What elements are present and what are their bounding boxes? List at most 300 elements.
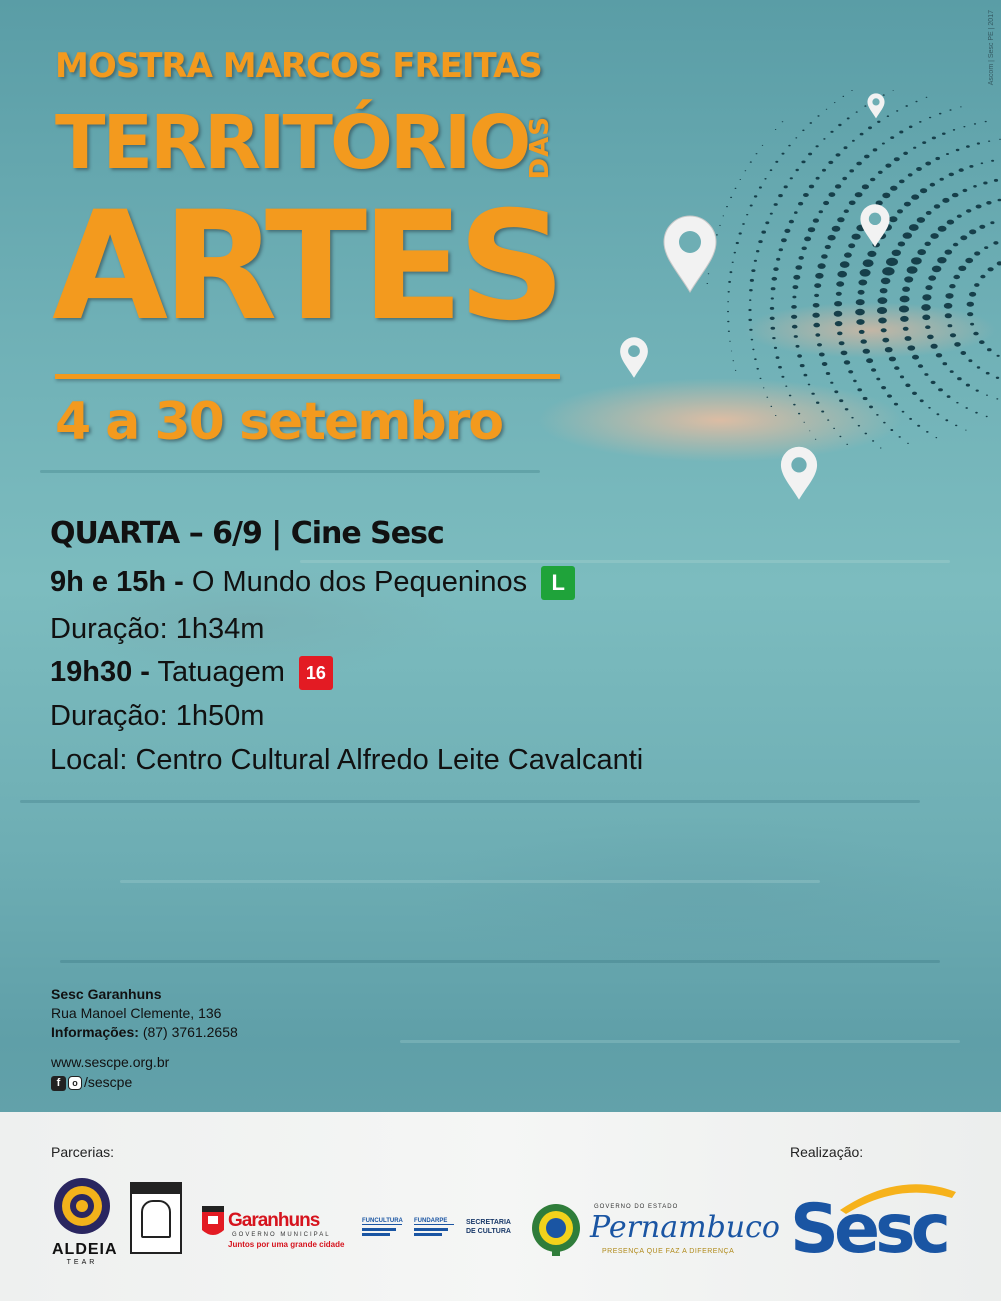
- halftone-dot: [821, 411, 824, 413]
- halftone-dot: [929, 117, 931, 119]
- texture-streak: [400, 1040, 960, 1043]
- facebook-icon[interactable]: f: [51, 1076, 66, 1091]
- halftone-dot: [814, 294, 819, 297]
- halftone-dot: [814, 283, 821, 288]
- halftone-dot: [841, 351, 848, 356]
- halftone-dot: [997, 355, 1000, 357]
- halftone-dot: [791, 305, 797, 309]
- halftone-dot: [986, 416, 988, 417]
- halftone-dot: [986, 395, 988, 396]
- halftone-dot: [856, 319, 864, 325]
- halftone-dot: [860, 269, 871, 277]
- session-1-time: 9h e 15h -: [50, 566, 184, 598]
- halftone-dot: [797, 354, 802, 357]
- halftone-dot: [796, 345, 800, 348]
- halftone-dot: [789, 220, 794, 224]
- halftone-dot: [952, 193, 959, 197]
- halftone-dot: [890, 186, 897, 191]
- halftone-dot: [774, 203, 778, 206]
- halftone-dot: [986, 372, 990, 375]
- halftone-dot: [779, 248, 783, 251]
- halftone-dot: [819, 210, 823, 213]
- halftone-dot: [926, 97, 928, 98]
- halftone-dot: [957, 377, 962, 380]
- halftone-dot: [770, 317, 775, 320]
- halftone-dot: [957, 215, 962, 218]
- halftone-dot: [947, 395, 951, 398]
- garanhuns-sub: GOVERNO MUNICIPAL: [232, 1232, 331, 1238]
- halftone-dot: [963, 126, 965, 127]
- session-2: [50, 656, 333, 690]
- halftone-dot: [775, 415, 776, 416]
- halftone-dot: [772, 277, 778, 281]
- info-label: Informações:: [51, 1024, 139, 1040]
- halftone-dot: [958, 266, 966, 271]
- halftone-dot: [966, 209, 971, 213]
- halftone-dot: [750, 279, 754, 282]
- halftone-dot: [976, 390, 979, 392]
- website-link[interactable]: www.sescpe.org.br: [51, 1054, 170, 1070]
- halftone-dot: [892, 250, 901, 256]
- halftone-dot: [793, 275, 800, 280]
- halftone-dot: [837, 332, 842, 336]
- halftone-dot: [931, 381, 936, 384]
- halftone-dot: [975, 412, 978, 414]
- halftone-dot: [828, 235, 836, 241]
- halftone-dot: [813, 303, 820, 308]
- halftone-dot: [930, 183, 935, 187]
- halftone-dot: [922, 141, 926, 144]
- halftone-dot: [909, 418, 912, 420]
- instagram-icon[interactable]: o: [68, 1076, 82, 1090]
- halftone-dot: [880, 448, 882, 449]
- halftone-dot: [770, 213, 773, 215]
- halftone-dot: [835, 184, 841, 188]
- halftone-dot: [742, 223, 745, 225]
- session-2-time: 19h30 -: [50, 656, 150, 688]
- sesc-text: Sesc: [790, 1190, 946, 1269]
- halftone-dot: [872, 440, 874, 442]
- halftone-dot: [919, 121, 922, 123]
- halftone-dot: [802, 130, 804, 132]
- halftone-dot: [819, 353, 825, 357]
- halftone-dot: [937, 257, 946, 263]
- halftone-dot: [808, 153, 812, 156]
- venue-address: Rua Manoel Clemente, 136: [51, 1005, 222, 1021]
- halftone-dot: [748, 309, 751, 311]
- halftone-dot: [950, 333, 956, 337]
- halftone-dot: [849, 169, 854, 172]
- halftone-dot: [896, 110, 898, 112]
- halftone-dot: [890, 136, 894, 139]
- footer: [0, 1112, 1001, 1301]
- halftone-dot: [746, 214, 748, 215]
- halftone-dot: [960, 235, 967, 240]
- halftone-dot: [781, 238, 787, 242]
- halftone-dot: [909, 224, 919, 231]
- halftone-dot: [900, 375, 904, 378]
- halftone-dot: [844, 209, 849, 213]
- halftone-dot: [858, 290, 865, 295]
- halftone-dot: [887, 115, 889, 117]
- halftone-dot: [953, 243, 958, 247]
- halftone-dot: [945, 293, 953, 299]
- halftone-dot: [855, 192, 863, 197]
- halftone-dot: [856, 111, 858, 112]
- halftone-dot: [925, 242, 931, 246]
- session-1-title: O Mundo dos Pequeninos: [191, 566, 528, 598]
- halftone-dot: [727, 321, 729, 323]
- halftone-dot: [882, 267, 894, 275]
- halftone-dot: [970, 323, 974, 326]
- halftone-dot: [988, 141, 990, 142]
- halftone-dot: [834, 102, 836, 103]
- halftone-dot: [751, 269, 755, 272]
- halftone-dot: [836, 281, 844, 286]
- halftone-dot: [839, 399, 843, 402]
- halftone-dot: [740, 179, 741, 180]
- halftone-dot: [886, 258, 898, 266]
- halftone-dot: [776, 258, 780, 261]
- halftone-dot: [839, 341, 845, 345]
- halftone-dot: [969, 165, 973, 168]
- halftone-dot: [899, 436, 901, 438]
- halftone-dot: [981, 162, 984, 164]
- partners-label: Parcerias:: [51, 1144, 115, 1160]
- halftone-dot: [773, 267, 778, 271]
- garanhuns-text: Garanhuns: [228, 1210, 320, 1231]
- halftone-dot: [790, 177, 793, 179]
- social-handle[interactable]: /sescpe: [84, 1074, 133, 1090]
- state-seal-icon: [530, 1202, 582, 1258]
- fundarpe-text: FUNDARPE: [414, 1218, 454, 1225]
- halftone-dot: [809, 431, 810, 432]
- halftone-dot: [922, 294, 931, 300]
- halftone-dot: [928, 407, 931, 409]
- halftone-dot: [826, 109, 827, 110]
- halftone-dot: [834, 311, 843, 317]
- halftone-dot: [837, 217, 844, 222]
- halftone-dot: [796, 169, 799, 171]
- halftone-dot: [818, 263, 826, 269]
- halftone-dot: [808, 384, 811, 386]
- halftone-dot: [851, 417, 853, 419]
- halftone-dot: [792, 325, 798, 329]
- halftone-dot: [938, 388, 943, 391]
- halftone-dot: [953, 275, 960, 279]
- halftone-dot: [945, 419, 948, 421]
- halftone-dot: [815, 439, 816, 440]
- halftone-dot: [761, 231, 766, 234]
- sun-icon: [52, 1176, 112, 1236]
- map-pin-icon: [866, 92, 886, 119]
- coat-of-arms-icon: [200, 1204, 226, 1242]
- texture-streak: [300, 560, 950, 563]
- halftone-dot: [878, 171, 883, 174]
- halftone-dot: [866, 358, 873, 363]
- halftone-dot: [873, 148, 878, 151]
- halftone-dot: [979, 340, 985, 344]
- halftone-dot: [804, 237, 811, 242]
- halftone-dot: [881, 328, 887, 332]
- halftone-dot: [945, 313, 952, 318]
- halftone-dot: [862, 184, 869, 189]
- halftone-dot: [907, 443, 909, 444]
- session-1-duration: Duração: 1h34m: [50, 613, 265, 645]
- aldeia-sub: TEAR: [66, 1259, 98, 1266]
- pernambuco-slogan: PRESENÇA QUE FAZ A DIFERENÇA: [602, 1248, 735, 1255]
- halftone-dot: [848, 370, 853, 373]
- halftone-dot: [898, 242, 905, 247]
- funcultura-logo: [362, 1218, 402, 1240]
- halftone-dot: [822, 169, 826, 172]
- halftone-dot: [974, 123, 976, 125]
- halftone-dot: [925, 162, 931, 166]
- halftone-dot: [739, 232, 742, 234]
- halftone-dot: [987, 348, 992, 351]
- halftone-dot: [998, 199, 1001, 202]
- title-divider: [55, 374, 560, 379]
- halftone-dot: [822, 362, 828, 366]
- halftone-dot: [865, 433, 868, 435]
- halftone-dot: [911, 257, 922, 264]
- halftone-dot: [752, 349, 754, 351]
- pernambuco-text: Pernambuco: [590, 1210, 780, 1245]
- halftone-dot: [925, 325, 930, 329]
- halftone-dot: [926, 431, 929, 433]
- halftone-dot: [808, 227, 815, 232]
- halftone-dot: [931, 344, 938, 349]
- halftone-dot: [930, 233, 938, 239]
- halftone-dot: [979, 225, 985, 229]
- halftone-dot: [932, 137, 936, 140]
- halftone-dot: [885, 347, 893, 352]
- halftone-dot: [996, 377, 999, 379]
- halftone-dot: [996, 398, 998, 399]
- halftone-dot: [839, 436, 841, 437]
- halftone-dot: [858, 425, 860, 427]
- halftone-dot: [748, 319, 752, 321]
- halftone-dot: [904, 276, 913, 282]
- halftone-dot: [908, 173, 913, 176]
- halftone-dot: [980, 275, 985, 279]
- halftone-dot: [882, 193, 890, 199]
- title-artes: ARTES: [52, 180, 560, 354]
- halftone-dot: [882, 143, 885, 145]
- halftone-dot: [842, 177, 847, 180]
- halftone-dot: [945, 250, 953, 255]
- halftone-dot: [864, 155, 870, 159]
- partner-badge-logo: [130, 1182, 182, 1254]
- halftone-dot: [889, 357, 896, 362]
- halftone-dot: [803, 193, 809, 197]
- halftone-dot: [955, 425, 957, 427]
- halftone-dot: [845, 408, 849, 410]
- halftone-dot: [774, 347, 777, 349]
- halftone-dot: [903, 232, 912, 238]
- halftone-dot: [988, 267, 994, 271]
- halftone-dot: [729, 341, 731, 342]
- halftone-dot: [794, 335, 798, 338]
- halftone-dot: [827, 419, 829, 420]
- halftone-dot: [965, 407, 968, 409]
- halftone-dot: [965, 430, 966, 431]
- halftone-dot: [776, 356, 780, 359]
- halftone-dot: [967, 302, 974, 307]
- halftone-dot: [969, 292, 976, 297]
- halftone-dot: [813, 218, 819, 222]
- halftone-dot: [812, 313, 819, 318]
- halftone-dot: [830, 382, 833, 384]
- halftone-dot: [938, 226, 947, 232]
- halftone-dot: [899, 131, 903, 134]
- halftone-dot: [852, 140, 855, 142]
- halftone-dot: [859, 330, 865, 334]
- halftone-dot: [902, 287, 910, 292]
- halftone-dot: [835, 321, 843, 326]
- session-1: [50, 566, 575, 600]
- halftone-dot: [730, 271, 733, 273]
- halftone-dot: [983, 182, 987, 185]
- map-pin-icon: [618, 335, 650, 379]
- halftone-dot: [894, 366, 899, 370]
- halftone-dot: [960, 106, 962, 107]
- halftone-dot: [727, 311, 729, 312]
- halftone-dot: [863, 259, 874, 267]
- halftone-dot: [848, 243, 855, 248]
- halftone-dot: [912, 392, 917, 395]
- halftone-dot: [973, 185, 977, 188]
- halftone-dot: [997, 261, 1001, 265]
- halftone-dot: [917, 249, 926, 255]
- halftone-dot: [863, 349, 870, 354]
- halftone-dot: [727, 301, 729, 302]
- halftone-dot: [750, 161, 752, 162]
- halftone-dot: [749, 299, 751, 301]
- halftone-dot: [918, 364, 923, 368]
- title-das: DAS: [525, 116, 555, 180]
- halftone-dot: [844, 146, 848, 149]
- halftone-dot: [771, 297, 774, 299]
- halftone-dot: [991, 160, 994, 162]
- halftone-dot: [973, 332, 978, 336]
- halftone-dot: [904, 202, 911, 207]
- sesc-logo: [790, 1174, 960, 1274]
- halftone-dot: [942, 133, 946, 135]
- halftone-dot: [821, 254, 828, 259]
- halftone-dot: [832, 226, 841, 232]
- halftone-dot: [905, 384, 910, 388]
- map-pin-icon: [660, 212, 720, 294]
- halftone-dot: [969, 229, 976, 234]
- halftone-dot: [876, 378, 880, 381]
- halftone-dot: [940, 178, 944, 181]
- halftone-dot: [844, 360, 850, 364]
- halftone-dot: [881, 386, 886, 389]
- halftone-dot: [917, 425, 920, 427]
- halftone-dot: [833, 428, 835, 429]
- aldeia-logo: [52, 1176, 118, 1286]
- halftone-dot: [985, 121, 987, 122]
- halftone-dot: [765, 221, 769, 224]
- aldeia-text: ALDEIA: [52, 1241, 118, 1258]
- halftone-dot: [730, 197, 732, 198]
- halftone-dot: [871, 368, 876, 372]
- halftone-dot: [771, 327, 776, 330]
- halftone-dot: [990, 221, 994, 224]
- garanhuns-slogan: Juntos por uma grande cidade: [228, 1240, 345, 1249]
- phone-number: (87) 3761.2658: [142, 1024, 238, 1040]
- pernambuco-logo: [530, 1202, 780, 1262]
- halftone-dot: [804, 422, 805, 423]
- halftone-dot: [878, 297, 888, 304]
- halftone-dot: [927, 335, 934, 340]
- event-location: Local: Centro Cultural Alfredo Leite Cavalcanti: [50, 744, 644, 776]
- halftone-dot: [944, 303, 953, 309]
- halftone-dot: [968, 359, 972, 362]
- halftone-dot: [857, 388, 862, 391]
- halftone-dot: [751, 339, 753, 341]
- halftone-dot: [868, 126, 872, 129]
- halftone-dot: [754, 195, 757, 197]
- halftone-dot: [767, 397, 769, 398]
- halftone-dot: [939, 113, 942, 115]
- halftone-dot: [903, 327, 909, 331]
- halftone-dot: [977, 142, 980, 144]
- halftone-dot: [902, 411, 905, 413]
- halftone-dot: [844, 252, 852, 257]
- halftone-dot: [953, 129, 955, 131]
- halftone-dot: [728, 281, 731, 283]
- halftone-dot: [856, 299, 865, 305]
- halftone-dot: [860, 133, 864, 136]
- halftone-dot: [893, 90, 894, 91]
- halftone-dot: [880, 288, 888, 293]
- halftone-dot: [977, 366, 980, 368]
- halftone-dot: [974, 283, 979, 287]
- halftone-dot: [735, 188, 737, 189]
- halftone-dot: [775, 129, 776, 130]
- halftone-dot: [905, 105, 908, 107]
- halftone-dot: [726, 206, 728, 207]
- halftone-dot: [934, 204, 940, 208]
- halftone-dot: [789, 395, 792, 397]
- halftone-dot: [900, 316, 909, 322]
- halftone-dot: [949, 109, 951, 111]
- halftone-dot: [816, 145, 819, 147]
- exhibition-name: MOSTRA MARCOS FREITAS: [55, 46, 542, 86]
- halftone-dot: [798, 202, 803, 206]
- halftone-dot: [913, 147, 916, 149]
- halftone-dot: [922, 315, 930, 321]
- halftone-dot: [961, 351, 967, 355]
- halftone-dot: [847, 117, 850, 119]
- halftone-dot: [965, 258, 973, 263]
- halftone-dot: [836, 153, 841, 156]
- halftone-dot: [813, 323, 820, 328]
- halftone-dot: [976, 205, 982, 209]
- halftone-dot: [899, 180, 905, 184]
- halftone-dot: [735, 370, 736, 371]
- rating-badge-l: L: [541, 566, 575, 600]
- venue-name: Sesc Garanhuns: [51, 986, 162, 1002]
- halftone-dot: [943, 362, 948, 365]
- halftone-dot: [829, 192, 836, 197]
- halftone-dot: [921, 304, 931, 311]
- halftone-dot: [817, 343, 822, 346]
- halftone-dot: [809, 185, 814, 189]
- halftone-dot: [993, 241, 998, 245]
